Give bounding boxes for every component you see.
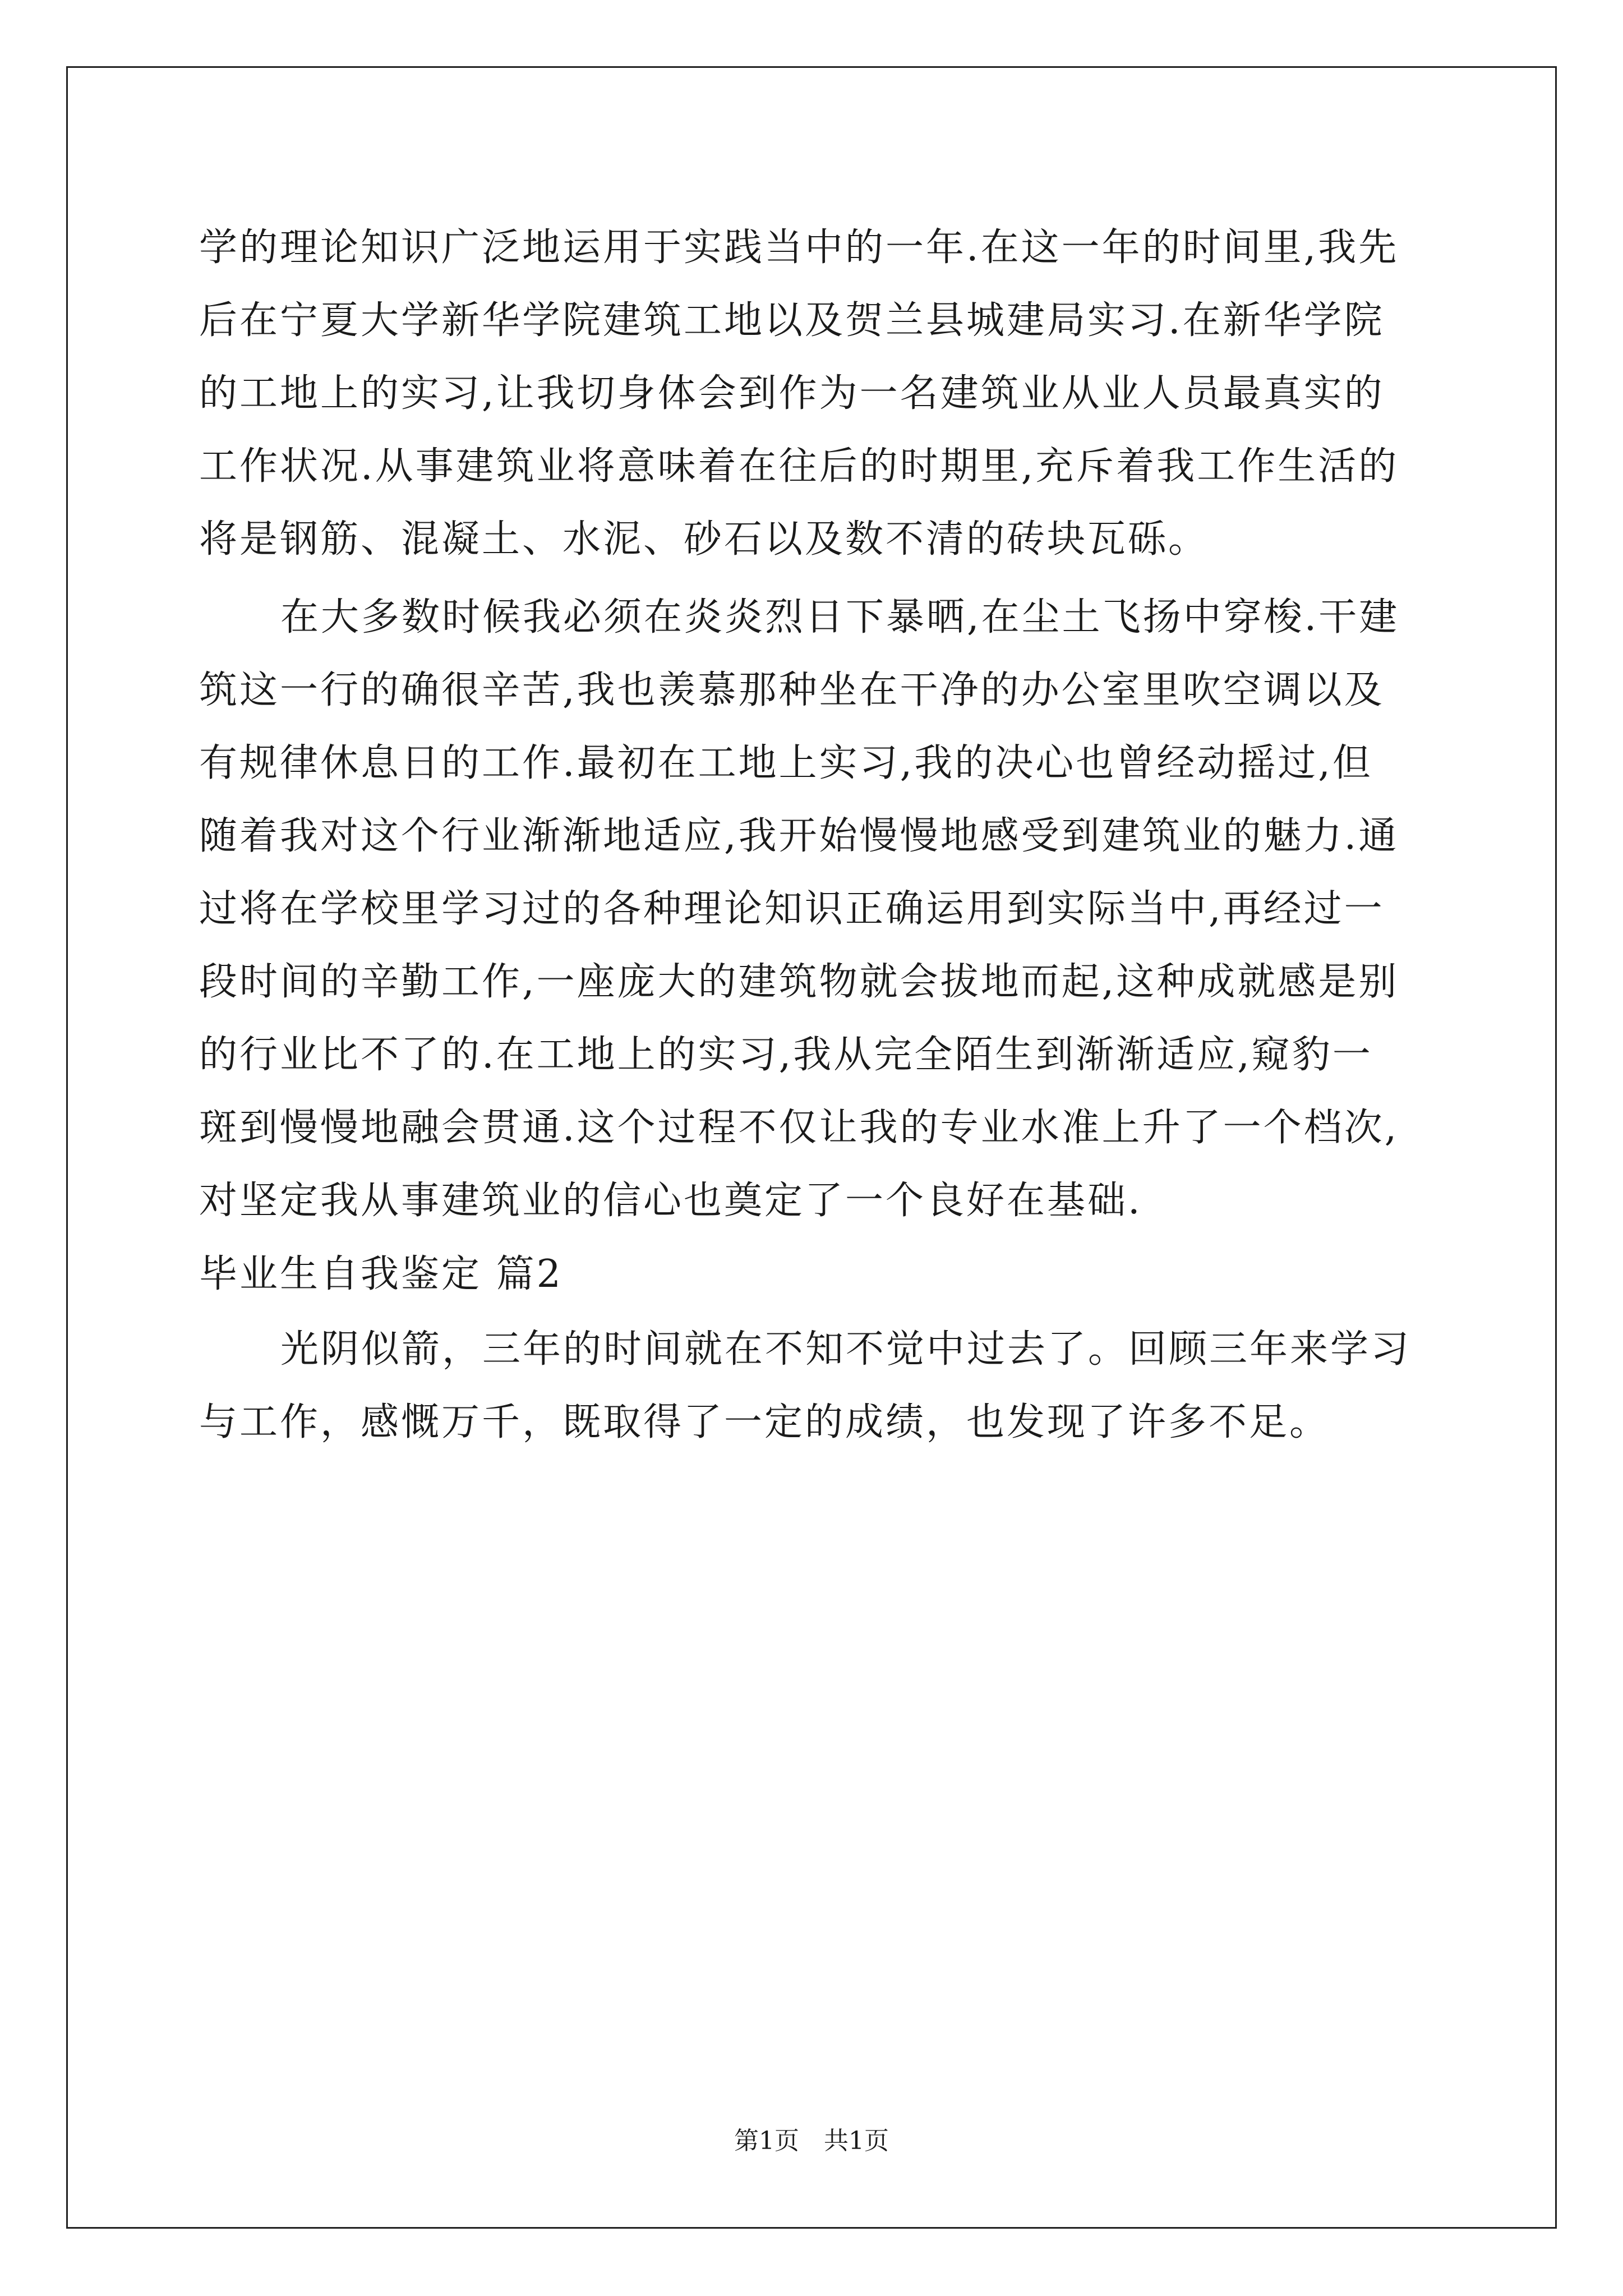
paragraph-line: 光阴似箭，三年的时间就在不知不觉中过去了。回顾三年来学习 bbox=[280, 1327, 1412, 1372]
paragraph-line: 随着我对这个行业渐渐地适应,我开始慢慢地感受到建筑业的魅力.通 bbox=[199, 814, 1399, 858]
paragraph-line: 斑到慢慢地融会贯通.这个过程不仅让我的专业水准上升了一个档次, bbox=[199, 1106, 1399, 1150]
paragraph-line: 过将在学校里学习过的各种理论知识正确运用到实际当中,再经过一 bbox=[199, 887, 1385, 931]
paragraph-line: 工作状况.从事建筑业将意味着在往后的时期里,充斥着我工作生活的 bbox=[199, 444, 1399, 489]
paragraph-line: 有规律休息日的工作.最初在工地上实习,我的决心也曾经动摇过,但 bbox=[199, 741, 1373, 785]
paragraph-line: 对坚定我从事建筑业的信心也奠定了一个良好在基础. bbox=[199, 1179, 1142, 1223]
paragraph-line: 的工地上的实习,让我切身体会到作为一名建筑业从业人员最真实的 bbox=[199, 371, 1385, 416]
paragraph-line: 与工作，感慨万千，既取得了一定的成绩，也发现了许多不足。 bbox=[199, 1400, 1330, 1444]
page-footer: 第1页 共1页 bbox=[734, 2127, 889, 2155]
paragraph-line: 的行业比不了的.在工地上的实习,我从完全陌生到渐渐适应,窥豹一 bbox=[199, 1033, 1373, 1077]
paragraph-line: 段时间的辛勤工作,一座庞大的建筑物就会拔地而起,这种成就感是别 bbox=[199, 960, 1399, 1004]
section-heading: 毕业生自我鉴定 篇2 bbox=[199, 1252, 563, 1296]
paragraph-line: 学的理论知识广泛地运用于实践当中的一年.在这一年的时间里,我先 bbox=[199, 226, 1399, 270]
paragraph-line: 在大多数时候我必须在炎炎烈日下暴晒,在尘土飞扬中穿梭.干建 bbox=[280, 595, 1400, 639]
paragraph-line: 将是钢筋、混凝土、水泥、砂石以及数不清的砖块瓦砾。 bbox=[199, 517, 1209, 562]
paragraph-line: 筑这一行的确很辛苦,我也羡慕那种坐在干净的办公室里吹空调以及 bbox=[199, 668, 1385, 712]
paragraph-line: 后在宁夏大学新华学院建筑工地以及贺兰县城建局实习.在新华学院 bbox=[199, 298, 1385, 343]
